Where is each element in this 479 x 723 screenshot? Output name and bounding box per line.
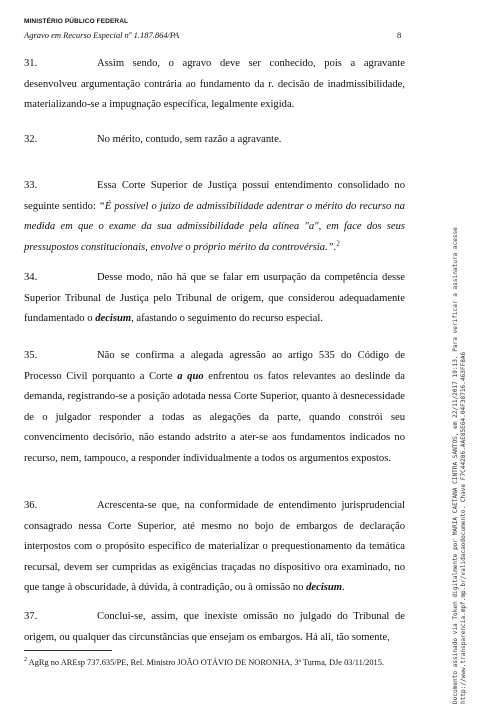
header-organization: MINISTÉRIO PÚBLICO FEDERAL xyxy=(24,18,129,25)
signature-stamp-line: Documento assinado via Token digitalmente por MARIA CAETANA CINTRA SANTOS, em 22/11/2017 19:13. Para verificar a assinatura acesse xyxy=(452,227,459,704)
footnote-text: AgRg no AREsp 737.635/PE, Rel. Ministro JOÃO OTÁVIO DE NORONHA, 3ª Turma, DJe 03/11/2015. xyxy=(28,657,385,667)
paragraph-text: No mérito, contudo, sem razão a agravante. xyxy=(97,134,282,145)
page-number: 8 xyxy=(397,30,402,40)
paragraph-text: Não se confirma a alegada agressão ao artigo 535 do Código de Processo Civil porquanto a Corte xyxy=(24,350,405,382)
paragraph-text: Conclui-se, assim, que inexiste omissão no julgado do Tribunal de origem, ou qualquer das circunstâncias que ensejam os embargos. Há ali, tão somente, xyxy=(24,611,405,643)
footnote-number: 2 xyxy=(24,657,27,663)
paragraph-text: Essa Corte Superior de Justiça possui entendimento consolidado no seguinte sentido: xyxy=(24,180,405,212)
paragraph-number: 34. xyxy=(24,272,38,283)
footnote xyxy=(24,654,405,669)
paragraph-number: 33. xyxy=(24,180,38,191)
paragraph-35 xyxy=(24,346,405,469)
validation-url-line[interactable]: http://www.transparencia.mpf.mp.br/validacaodocumento. Chave F7C44286.AAE85E64.04F38716.463FF8A6 xyxy=(460,351,467,704)
paragraph-number: 32. xyxy=(24,134,38,145)
paragraph-text: Assim sendo, o agravo deve ser conhecido, pois a agravante desenvolveu argumentação contrária ao fundamento da r. decisão de inadmissibilidade, materializando-se a impugnação específica, legalmente exigida. xyxy=(24,58,405,110)
footnote-divider xyxy=(24,650,112,651)
header-case-reference: Agravo em Recurso Especial nº 1.187.864/PA xyxy=(24,30,180,40)
paragraph-37 xyxy=(24,607,405,648)
paragraph-31 xyxy=(24,54,405,116)
paragraph-text: enfrentou os fatos relevantes ao deslinde da demanda, registrando-se a posição adotada nessa Corte Superior, quanto à desnecessidade de o julgador responder a todas as alegações da parte, quando constrói seu convencimento decisório, não estando adstrito a ater-se aos fundamentos indicados no recurso, nem, tampouco, a responder individualmente a todos os argumentos expostos. xyxy=(24,370,405,464)
footnote-reference[interactable]: 2 xyxy=(336,238,340,247)
emphasized-term: decisum xyxy=(95,313,132,324)
paragraph-text: . xyxy=(342,582,345,593)
paragraph-text: , afastando o seguimento do recurso especial. xyxy=(131,313,323,324)
paragraph-number: 36. xyxy=(24,500,38,511)
paragraph-number: 35. xyxy=(24,350,38,361)
paragraph-33 xyxy=(24,176,405,258)
paragraph-32 xyxy=(24,130,405,151)
emphasized-term: decisum xyxy=(306,582,343,593)
paragraph-text: Acrescenta-se que, na conformidade de entendimento jurisprudencial consagrado nessa Corte Superior, até mesmo no bojo de embargos de declaração interpostos com o propósito específico de materializar o prequestionamento da temática recursal, devem ser cumpridas as exigências traçadas no dispositivo ora examinado, no que tange à obscuridade, à dúvida, à contradição, ou à omissão no xyxy=(24,500,405,593)
paragraph-text: Desse modo, não há que se falar em usurpação da competência desse Superior Tribunal de Justiça pelo Tribunal de origem, que considerou adequadamente fundamentado o xyxy=(24,272,405,324)
emphasized-term: a quo xyxy=(177,370,204,382)
paragraph-34 xyxy=(24,268,405,330)
paragraph-number: 31. xyxy=(24,58,38,69)
jurisprudence-quote: “É possível o juízo de admissibilidade adentrar o mérito do recurso na medida em que o exame da sua admissibilidade pela alínea "a", em face dos seus pressupostos constitucionais, envolve o próprio mérito da controvérsia.”. xyxy=(24,200,405,253)
signature-stamp xyxy=(448,190,472,704)
paragraph-number: 37. xyxy=(24,611,38,622)
paragraph-36 xyxy=(24,496,405,599)
